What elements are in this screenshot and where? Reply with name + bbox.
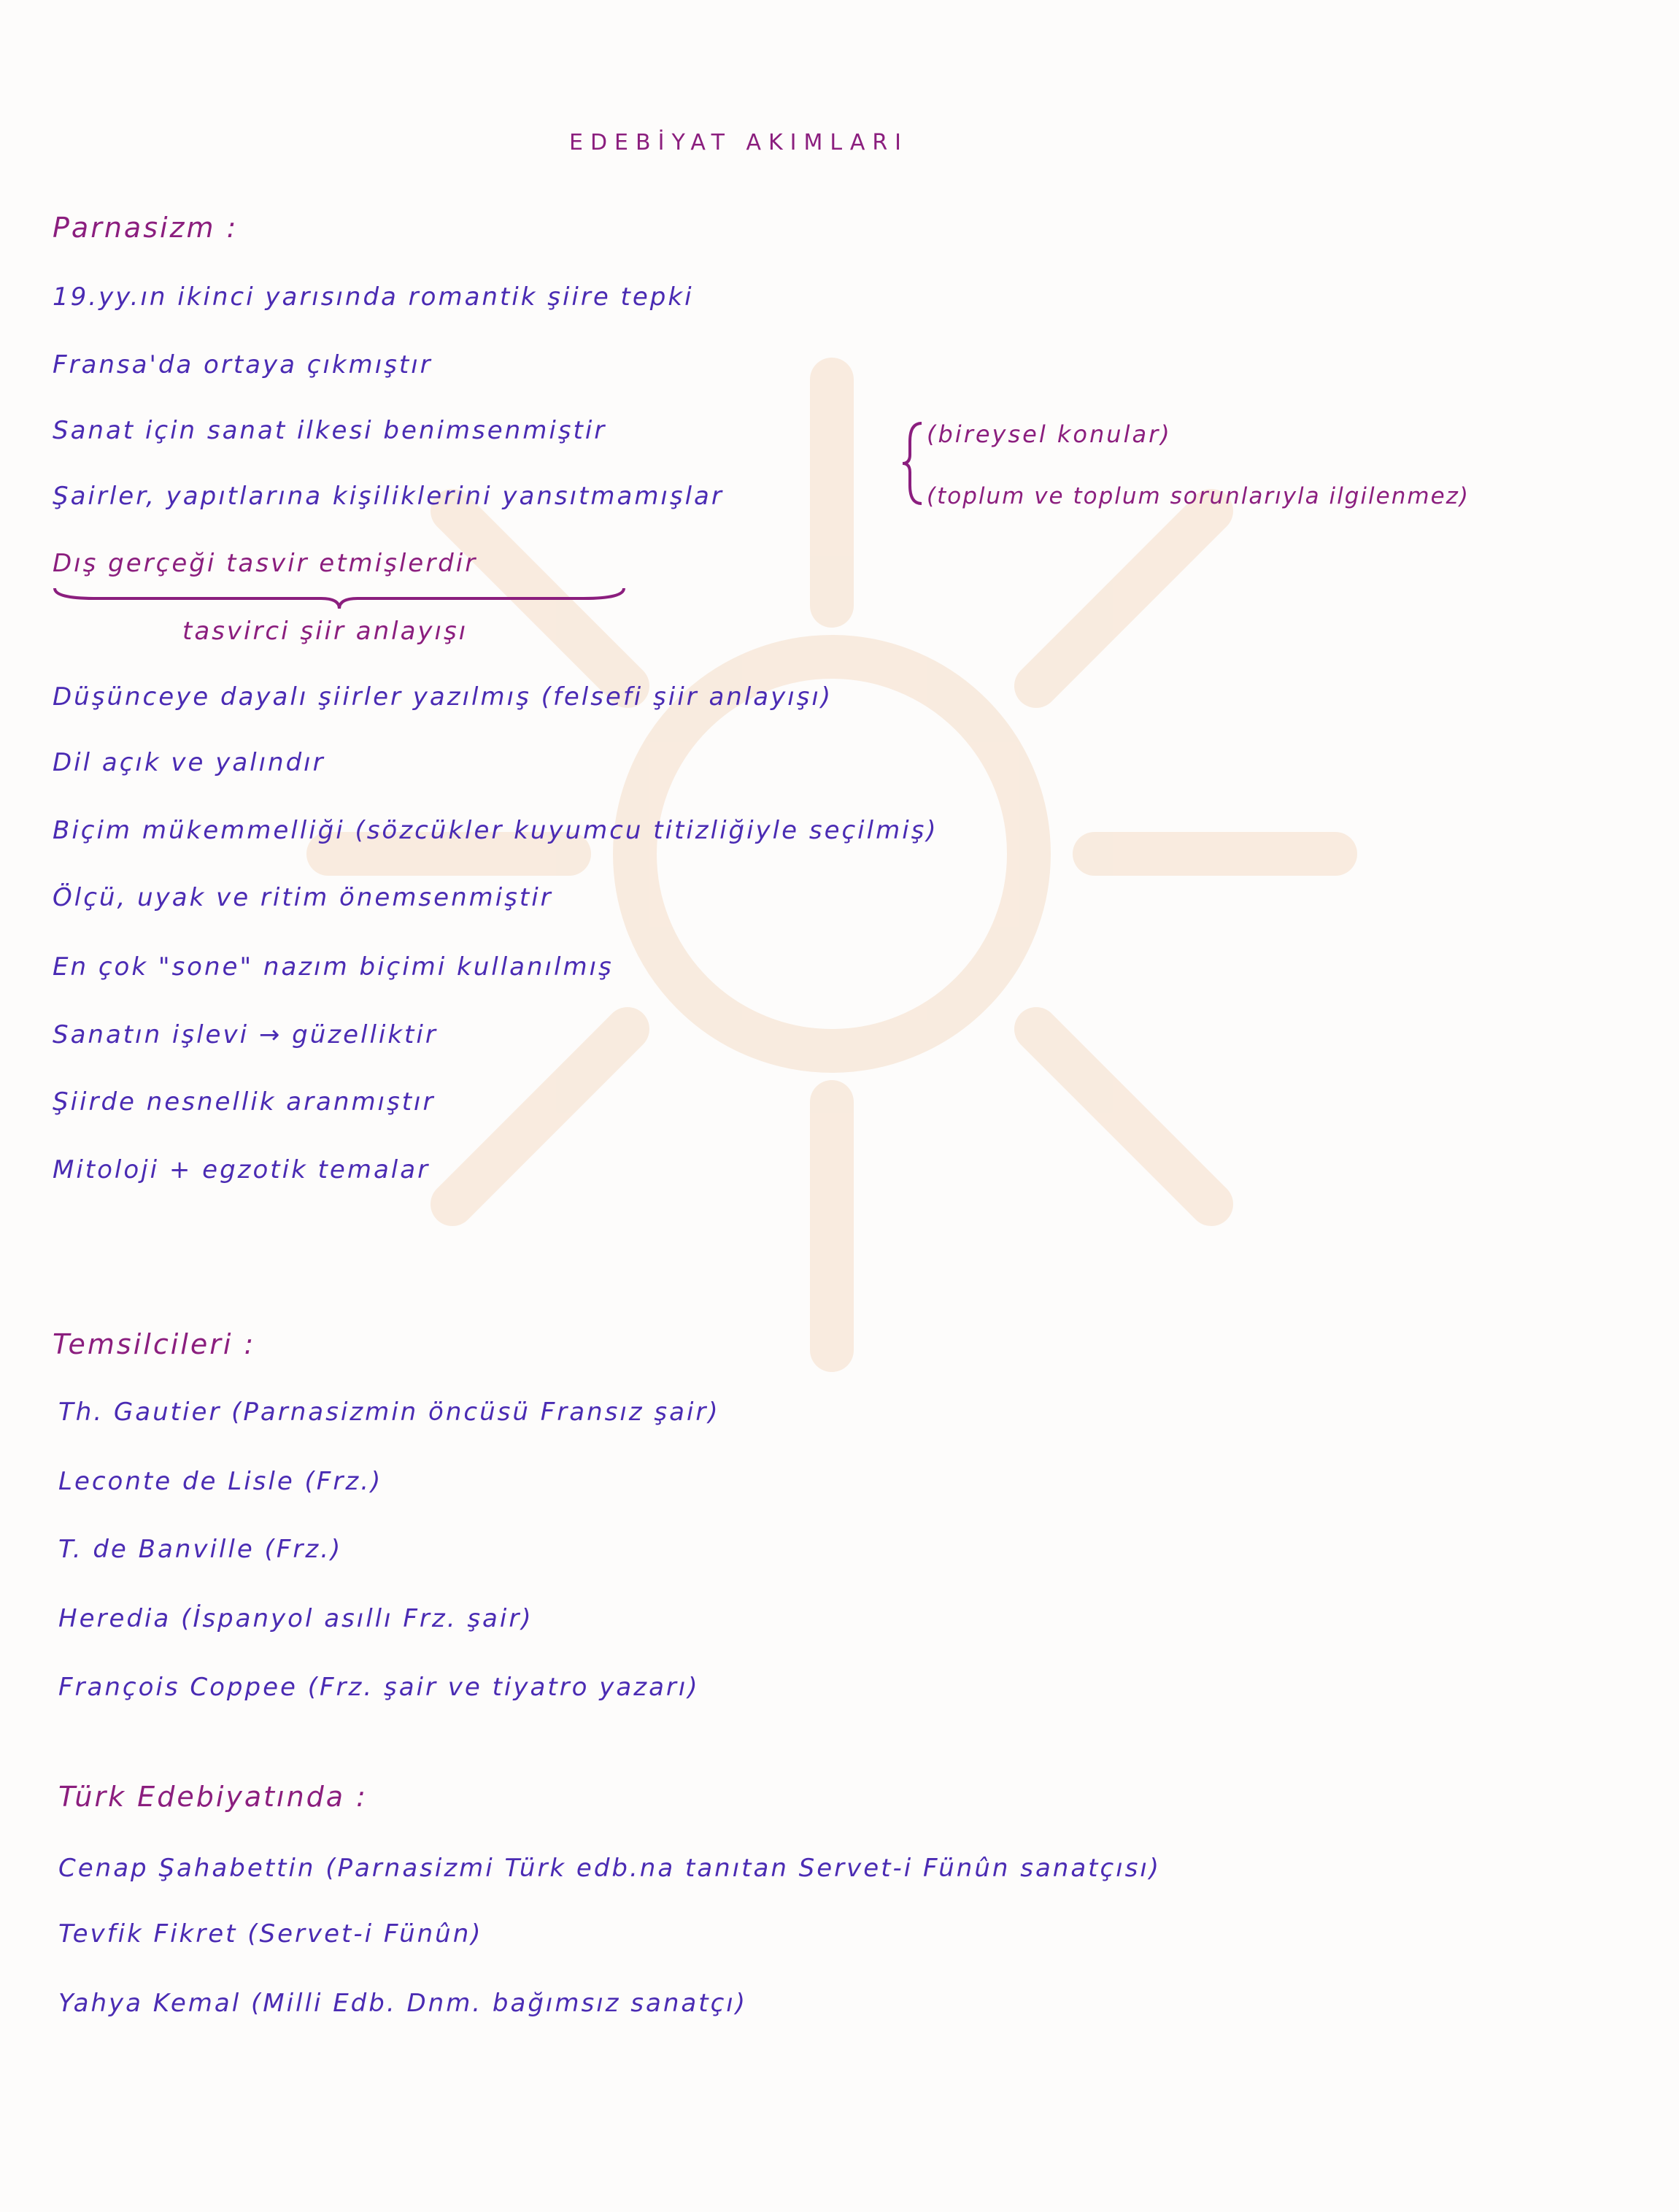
list-item: François Coppee (Frz. şair ve tiyatro yazarı) [58,1673,700,1702]
list-item: tasvirci şiir anlayışı [182,617,468,646]
note-bireysel: (bireysel konular) [927,420,1172,448]
list-item: Şiirde nesnellik aranmıştır [53,1087,436,1117]
page-title: EDEBİYAT AKIMLARI [569,130,909,155]
section-heading-turk: Türk Edebiyatında : [58,1781,368,1813]
list-item: Sanat için sanat ilkesi benimsenmiştir [53,416,607,445]
note-toplum: (toplum ve toplum sorunlarıyla ilgilenmez) [927,483,1470,509]
underbrace-icon [51,584,628,613]
list-item: Yahya Kemal (Milli Edb. Dnm. bağımsız sanatçı) [58,1989,747,2018]
list-item: Biçim mükemmelliği (sözcükler kuyumcu titizliğiyle seçilmiş) [53,816,938,845]
list-item: Düşünceye dayalı şiirler yazılmış (felsefi şiir anlayışı) [53,682,833,712]
brace-icon [901,420,930,507]
list-item: Dil açık ve yalındır [53,748,325,777]
list-item: 19.yy.ın ikinci yarısında romantik şiire tepki [53,282,694,312]
list-item: Şairler, yapıtlarına kişiliklerini yansıtmamışlar [53,482,724,511]
list-item: Tevfik Fikret (Servet-i Fünûn) [58,1919,483,1949]
list-item: Mitoloji + egzotik temalar [53,1155,431,1184]
list-item: Fransa'da ortaya çıkmıştır [53,350,433,379]
list-item: En çok "sone" nazım biçimi kullanılmış [53,952,614,982]
list-item: Leconte de Lisle (Frz.) [58,1467,383,1496]
list-item: Heredia (İspanyol asıllı Frz. şair) [58,1604,533,1633]
section-heading-parnasizm: Parnasizm : [53,212,239,244]
list-item: Ölçü, uyak ve ritim önemsenmiştir [53,883,553,912]
list-item: T. de Banville (Frz.) [58,1535,343,1564]
list-item: Dış gerçeği tasvir etmişlerdir [53,549,478,578]
list-item: Cenap Şahabettin (Parnasizmi Türk edb.na tanıtan Servet-i Fünûn sanatçısı) [58,1854,1162,1883]
list-item: Sanatın işlevi → güzelliktir [53,1020,438,1049]
list-item: Th. Gautier (Parnasizmin öncüsü Fransız şair) [58,1398,720,1427]
section-heading-temsilciler: Temsilcileri : [53,1328,256,1360]
